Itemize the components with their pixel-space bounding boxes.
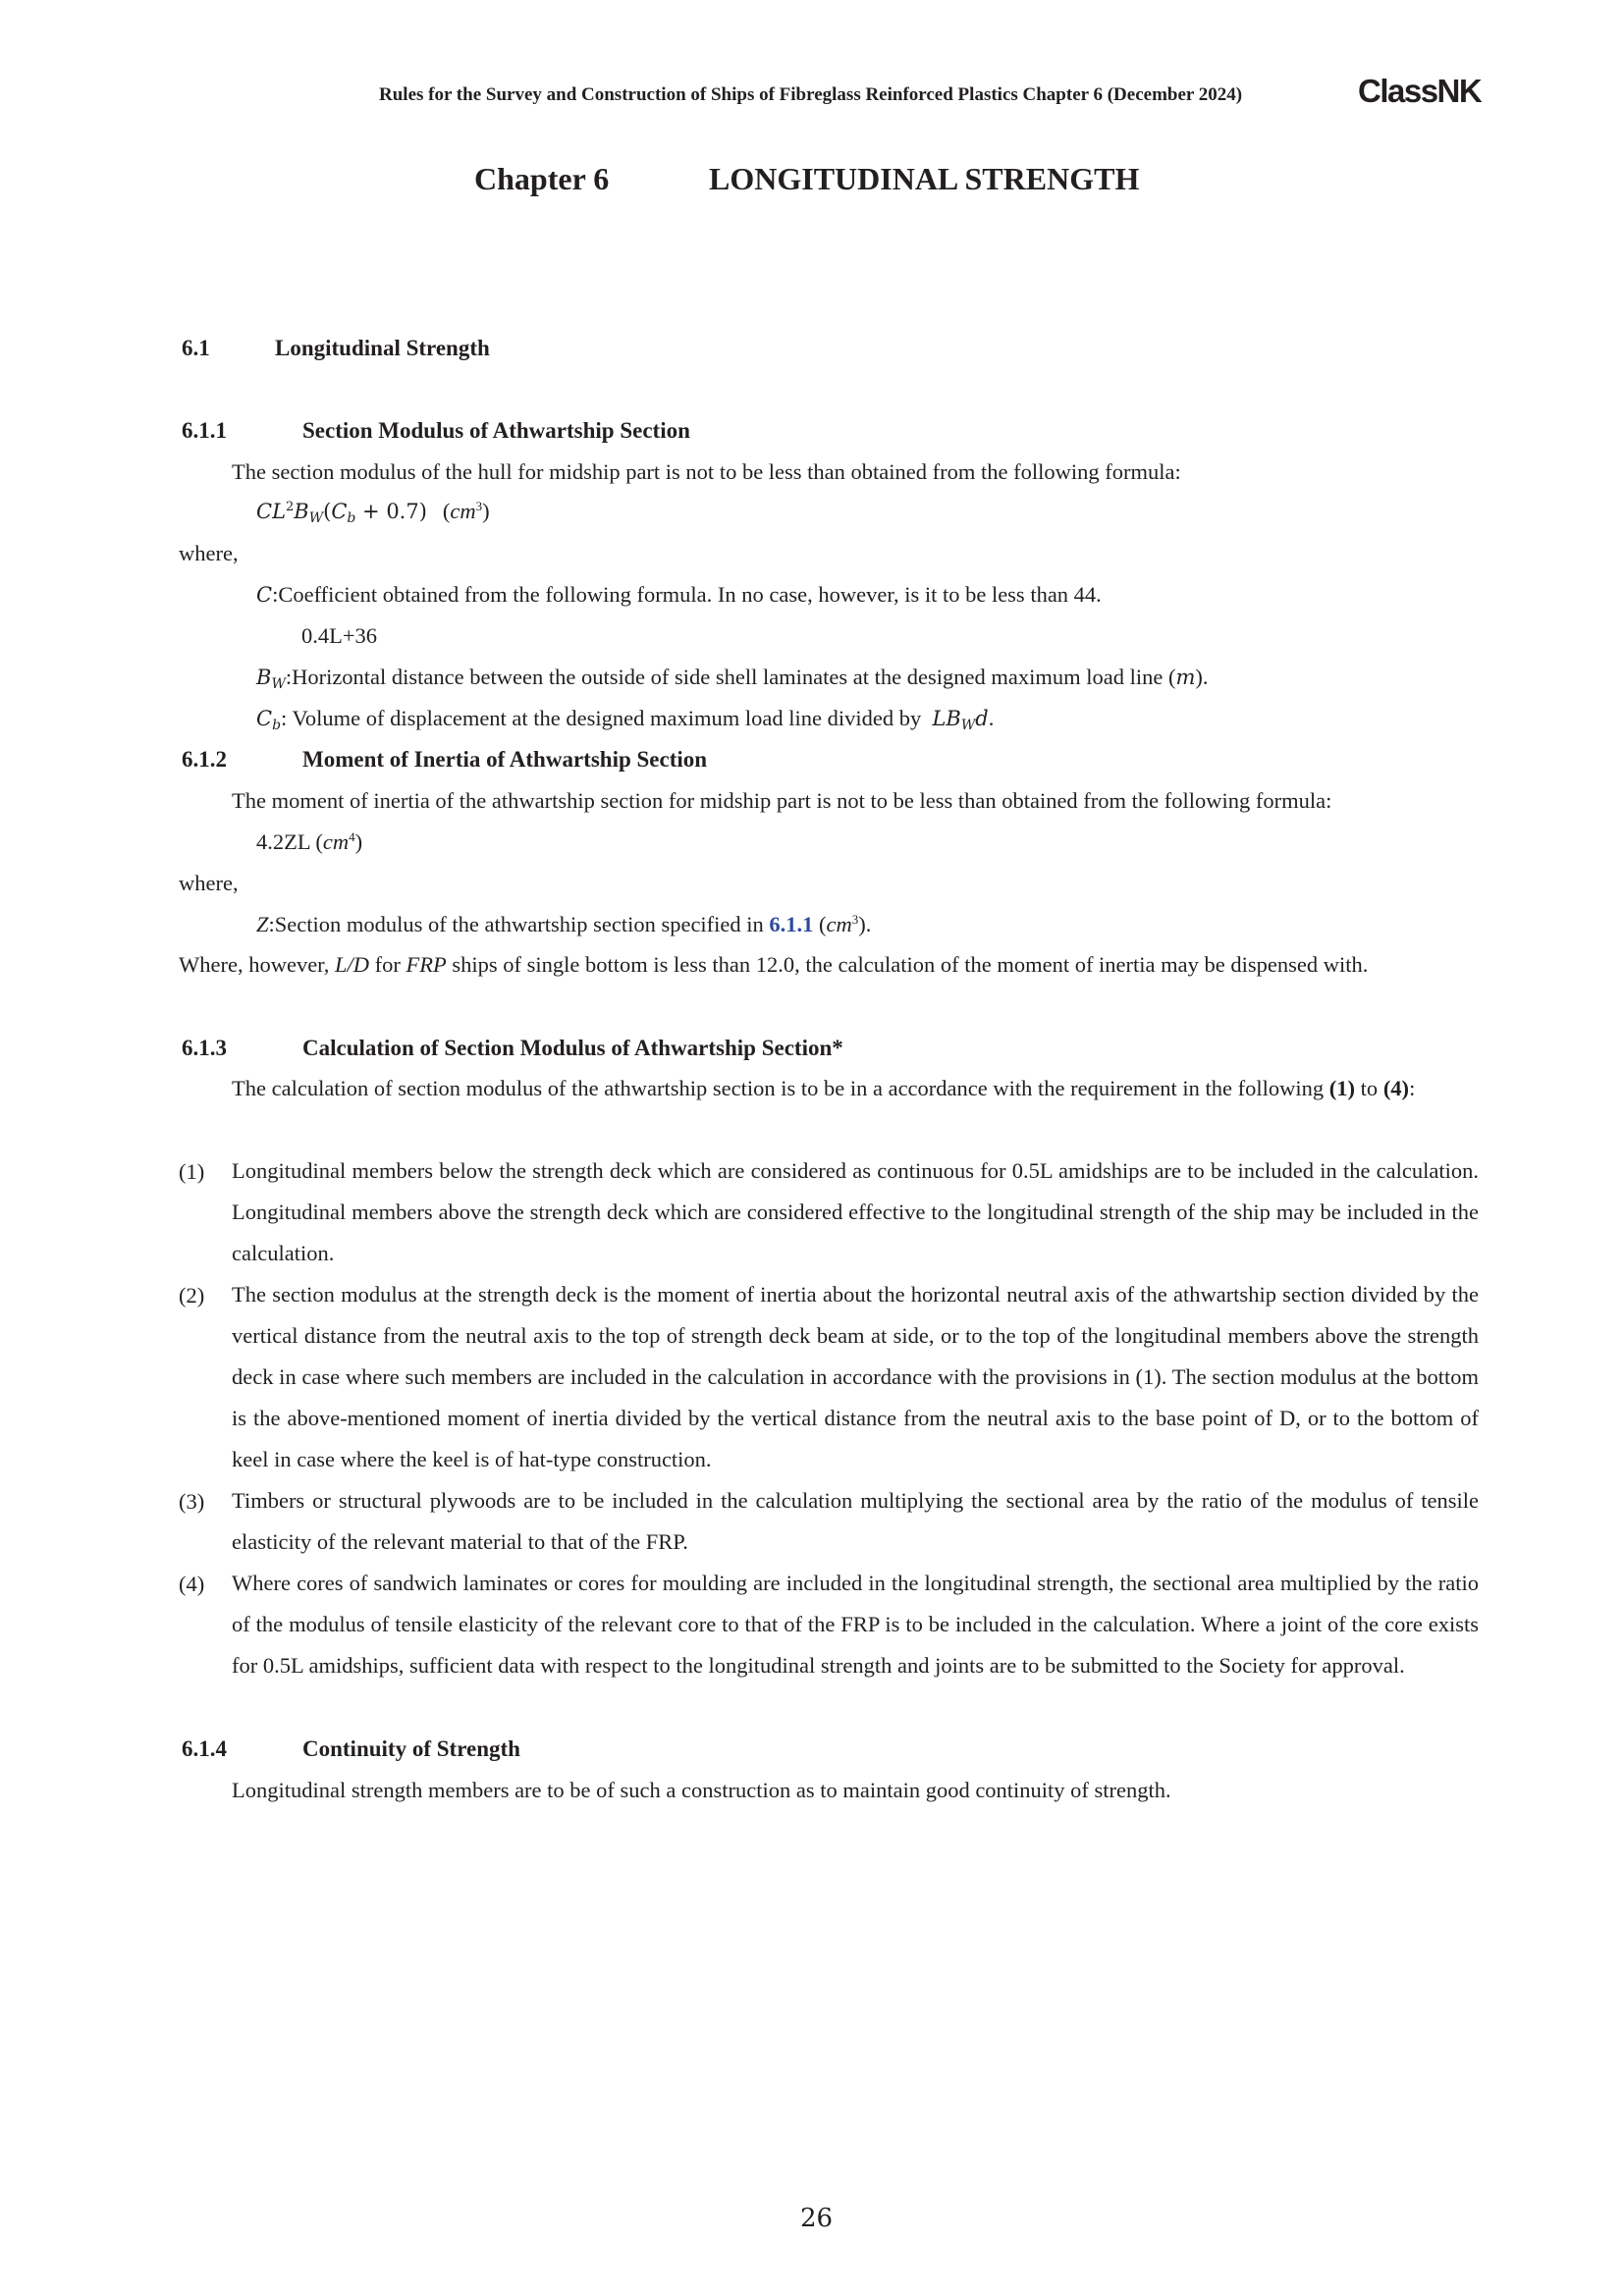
item-4-text: Where cores of sandwich laminates or cores for moulding are included in the longitudinal strength, the sectional area multiplied by the ratio of the modulus of tensile elasticity of the relevant core to that of the FRP is to be included in the calculation. Where a joint of the core exists for 0.5L amidships, sufficient data with respect to the longitudinal strength and joints are to be submitted to the Society for approval. [232, 1571, 1479, 1678]
where-label-2: where, [179, 871, 239, 895]
section-6-1-3-title: Calculation of Section Modulus of Athwartship Section* [302, 1036, 843, 1060]
section-6-1-1-link[interactable]: 6.1.1 [769, 912, 814, 936]
section-6-1-title: Longitudinal Strength [275, 336, 490, 360]
item-3-label: (3) [179, 1489, 205, 1514]
running-header: Rules for the Survey and Construction of Ships of Fibreglass Reinforced Plastics Chapter 6 (December 2024) [379, 84, 1243, 105]
section-6-1-number: 6.1 [182, 336, 210, 360]
section-6-1-2-title: Moment of Inertia of Athwartship Section [302, 747, 708, 772]
section-6-1-1-title: Section Modulus of Athwartship Section [302, 418, 690, 443]
section-6-1-2-number: 6.1.2 [182, 747, 227, 772]
where-label-1: where, [179, 541, 239, 565]
chapter-number: Chapter 6 [474, 161, 610, 196]
section-6-1-3-intro: The calculation of section modulus of the athwartship section is to be in a accordance with the requirement in the following (1) to (4): [232, 1076, 1416, 1100]
item-3-text: Timbers or structural plywoods are to be included in the calculation multiplying the sectional area by the ratio of the modulus of tensile elasticity of the relevant material to that of the FRP. [232, 1488, 1479, 1554]
section-6-1-3-number: 6.1.3 [182, 1036, 227, 1060]
coefficient-c-formula: 0.4L+36 [301, 623, 378, 648]
section-6-1-1-intro: The section modulus of the hull for midship part is not to be less than obtained from the following formula: [232, 459, 1181, 484]
z-definition: Z:Section modulus of the athwartship section specified in 6.1.1 $(cm^3)$. [256, 912, 872, 936]
section-modulus-formula: $CL^2B_W(C_b + 0.7)$ $(cm^3)$ [256, 499, 490, 526]
item-2-label: (2) [179, 1283, 205, 1308]
item-1-text: Longitudinal members below the strength deck which are considered as continuous for 0.5L amidships are to be included in the calculation. Longitudinal members above the strength deck which are considered effective to the longitudinal strength of the ship may be included in the calculation. [232, 1158, 1479, 1265]
cb-definition: $C_b$: Volume of displacement at the designed maximum load line divided by $LB_Wd$. [256, 706, 995, 733]
section-6-1-1-number: 6.1.1 [182, 418, 227, 443]
item-4-label: (4) [179, 1572, 205, 1596]
page-number: 26 [800, 2204, 834, 2233]
chapter-title: LONGITUDINAL STRENGTH [709, 161, 1140, 196]
section-6-1-4-title: Continuity of Strength [302, 1736, 520, 1761]
moment-of-inertia-formula: 4.2ZL $(cm^4)$ [256, 829, 363, 854]
coefficient-c-definition: C:Coefficient obtained from the following formula. In no case, however, is it to be less than 44. [256, 582, 1102, 607]
section-6-1-4-text: Longitudinal strength members are to be of such a construction as to maintain good continuity of strength. [232, 1778, 1171, 1802]
bw-definition: $B_W:Horizontal$ distance between the outside of side shell laminates at the designed maximum load line (m). [256, 665, 1209, 692]
classnk-logo: ClassNK [1358, 73, 1482, 109]
single-bottom-note: Where, however, L/D for FRP ships of single bottom is less than 12.0, the calculation of the moment of inertia may be dispensed with. [179, 952, 1369, 977]
item-1-label: (1) [179, 1159, 205, 1184]
section-6-1-2-intro: The moment of inertia of the athwartship section for midship part is not to be less than obtained from the following formula: [232, 788, 1332, 813]
section-6-1-4-number: 6.1.4 [182, 1736, 227, 1761]
item-2-text: The section modulus at the strength deck is the moment of inertia about the horizontal neutral axis of the athwartship section divided by the vertical distance from the neutral axis to the top of strength deck beam at side, or to the top of the longitudinal members above the strength deck in case where such members are included in the calculation in accordance with the provisions in (1). The section modulus at the bottom is the above-mentioned moment of inertia divided by the vertical distance from the neutral axis to the base point of D, or to the bottom of keel in case where the keel is of hat-type construction. [232, 1282, 1479, 1471]
